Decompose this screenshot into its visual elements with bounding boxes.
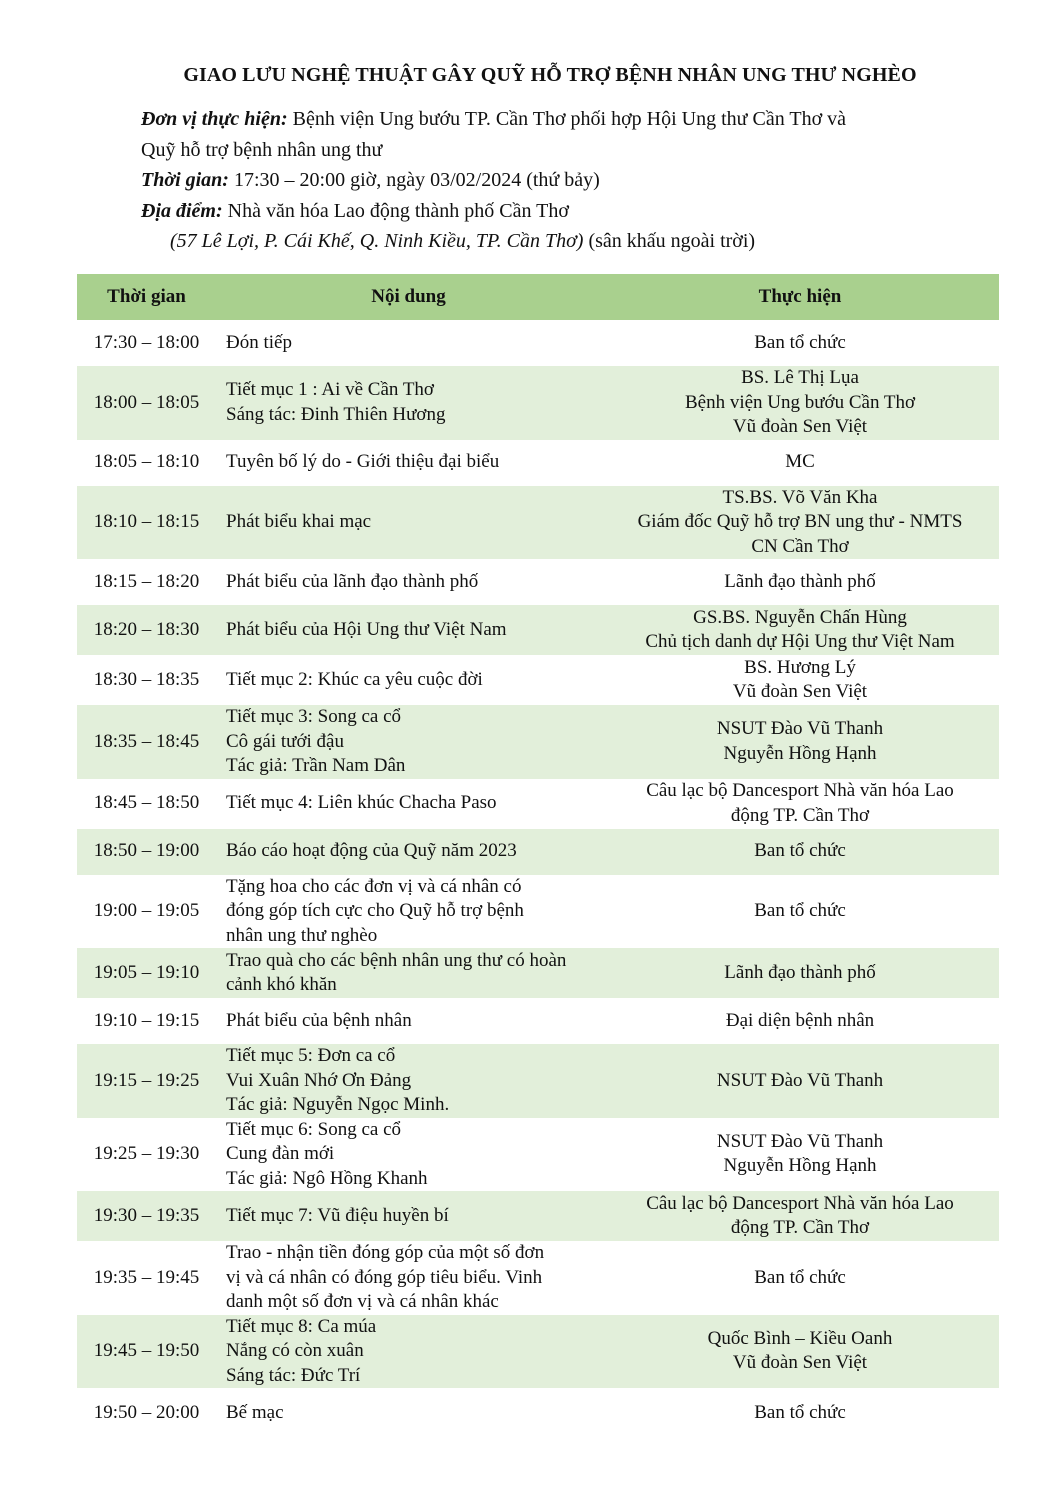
row-content [216, 440, 601, 486]
unit-label: Đơn vị thực hiện: [141, 108, 288, 130]
unit-line [141, 104, 991, 135]
place-value: Nhà văn hóa Lao động thành phố Cần Thơ [227, 199, 569, 222]
table-header-row [77, 274, 999, 320]
header-time: Thời gian [77, 274, 216, 320]
performer-line: Lãnh đạo thành phố [724, 570, 876, 592]
content-line: Cô gái tưới đậu [226, 730, 344, 752]
performer-line: Vũ đoàn Sen Việt [732, 416, 868, 437]
address: (57 Lê Lợi, P. Cái Khế, Q. Ninh Kiều, TP. Cần Thơ) [170, 230, 584, 252]
row-content [216, 1315, 601, 1389]
table-row [77, 948, 999, 998]
content-line: Tuyên bố lý do - Giới thiệu đại biểu [226, 451, 500, 473]
content-line: Sáng tác: Đinh Thiên Hương [226, 403, 446, 425]
content-line: Tác giả: Trần Nam Dân [226, 755, 406, 776]
table-row [77, 1241, 999, 1315]
content-line: Trao - nhận tiền đóng góp của một số đơn [226, 1242, 545, 1263]
row-time: 19:45 – 19:50 [77, 1315, 216, 1389]
performer-line: Ban tổ chức [754, 1266, 846, 1288]
row-time: 18:20 – 18:30 [77, 605, 216, 655]
row-performer [601, 366, 999, 440]
row-time: 19:30 – 19:35 [77, 1191, 216, 1241]
content-line: Tặng hoa cho các đơn vị và cá nhân có [226, 875, 522, 897]
row-performer [601, 875, 999, 949]
row-content [216, 875, 601, 949]
row-content [216, 829, 601, 875]
row-time: 19:50 – 20:00 [93, 1401, 200, 1423]
content-line: nhân ung thư nghèo [226, 924, 378, 946]
content-line: Tiết mục 2: Khúc ca yêu cuộc đời [226, 668, 483, 690]
content-line: Phát biểu của bệnh nhân [226, 1009, 412, 1031]
table-row [77, 1044, 999, 1118]
row-time: 18:15 – 18:20 [93, 570, 200, 592]
row-content [216, 948, 601, 998]
performer-line: Ban tổ chức [754, 900, 846, 921]
row-performer [601, 998, 999, 1044]
performer-line: MC [785, 451, 815, 473]
performer-line: Chủ tịch danh dự Hội Ung thư Việt Nam [645, 631, 955, 652]
content-line: Tiết mục 3: Song ca cổ [226, 706, 402, 727]
table-row [77, 779, 999, 829]
table-row [77, 1191, 999, 1241]
performer-line: Bệnh viện Ung bướu Cần Thơ [684, 391, 916, 413]
performer-line: Đại diện bệnh nhân [725, 1009, 875, 1031]
row-content [216, 1044, 601, 1118]
table-row [77, 559, 999, 605]
performer-line: BS. Lê Thị Lụa [741, 367, 859, 388]
page-title: GIAO LƯU NGHỆ THUẬT GÂY QUỸ HỖ TRỢ BỆNH NHÂN UNG THƯ NGHÈO [183, 64, 917, 86]
content-line: Vui Xuân Nhớ Ơn Đảng [226, 1069, 412, 1091]
row-time: 18:45 – 18:50 [93, 792, 200, 814]
row-time: 18:35 – 18:45 [77, 705, 216, 779]
content-line: Tác giả: Ngô Hồng Khanh [226, 1167, 428, 1189]
performer-line: Câu lạc bộ Dancesport Nhà văn hóa Lao [646, 780, 954, 801]
row-content [216, 486, 601, 560]
row-performer [601, 1044, 999, 1118]
table-row [77, 655, 999, 705]
content-line: Tiết mục 8: Ca múa [226, 1315, 377, 1337]
row-performer [601, 1241, 999, 1315]
content-line: Tiết mục 1 : Ai về Cần Thơ [226, 379, 434, 401]
row-performer [601, 655, 999, 705]
row-performer [601, 829, 999, 875]
performer-line: NSUT Đào Vũ Thanh [716, 1130, 884, 1152]
table-row [77, 1315, 999, 1389]
row-content [216, 1191, 601, 1241]
content-line: Phát biểu khai mạc [226, 511, 372, 532]
row-time: 18:10 – 18:15 [77, 486, 216, 560]
performer-line: TS.BS. Võ Văn Kha [722, 486, 878, 508]
content-line: Bế mạc [226, 1401, 284, 1423]
address-note: (sân khấu ngoài trời) [588, 230, 756, 252]
performer-line: Quốc Bình – Kiều Oanh [707, 1327, 893, 1349]
row-content [216, 779, 601, 829]
content-line: Tiết mục 4: Liên khúc Chacha Paso [226, 792, 497, 814]
performer-line: Ban tổ chức [754, 331, 846, 353]
content-line: Sáng tác: Đức Trí [226, 1364, 361, 1386]
table-row [77, 320, 999, 366]
performer-line: GS.BS. Nguyễn Chấn Hùng [693, 606, 907, 628]
performer-line: Ban tổ chức [754, 840, 846, 862]
row-content [216, 1118, 601, 1192]
row-performer [601, 1191, 999, 1241]
row-time: 17:30 – 18:00 [93, 331, 200, 353]
place-line [141, 196, 991, 227]
content-line: Đón tiếp [226, 331, 292, 353]
performer-line: Câu lạc bộ Dancesport Nhà văn hóa Lao [646, 1192, 954, 1214]
row-time: 18:30 – 18:35 [93, 668, 200, 690]
table-row [77, 366, 999, 440]
schedule-table [77, 274, 999, 1438]
content-line: danh một số đơn vị và cá nhân khác [226, 1291, 499, 1312]
performer-line: động TP. Cần Thơ [730, 804, 870, 826]
content-line: Phát biểu của lãnh đạo thành phố [226, 570, 479, 592]
row-time: 19:05 – 19:10 [77, 948, 216, 998]
row-time: 18:00 – 18:05 [77, 366, 216, 440]
row-content [216, 559, 601, 605]
performer-line: Nguyễn Hồng Hạnh [723, 742, 877, 764]
time-value: 17:30 – 20:00 giờ, ngày 03/02/2024 (thứ bảy) [233, 169, 600, 191]
row-performer [601, 320, 999, 366]
table-row [77, 486, 999, 560]
row-time: 19:00 – 19:05 [93, 900, 200, 921]
row-content [216, 655, 601, 705]
row-performer [601, 559, 999, 605]
row-content [216, 366, 601, 440]
content-line: Trao quà cho các bệnh nhân ung thư có hoàn [226, 949, 567, 971]
header-performer: Thực hiện [601, 274, 999, 320]
time-line [141, 165, 991, 196]
performer-line: động TP. Cần Thơ [730, 1217, 870, 1238]
content-line: vị và cá nhân có đóng góp tiêu biểu. Vinh [226, 1266, 543, 1288]
row-performer [601, 779, 999, 829]
event-info [141, 104, 991, 257]
table-row [77, 1388, 999, 1438]
performer-line: NSUT Đào Vũ Thanh [716, 718, 884, 740]
performer-line: Giám đốc Quỹ hỗ trợ BN ung thư - NMTS [637, 511, 963, 532]
table-row [77, 1118, 999, 1192]
row-performer [601, 486, 999, 560]
table-row [77, 998, 999, 1044]
row-performer [601, 440, 999, 486]
row-time: 19:25 – 19:30 [93, 1143, 200, 1164]
content-line: Tiết mục 6: Song ca cổ [226, 1118, 402, 1140]
content-line: Báo cáo hoạt động của Quỹ năm 2023 [226, 840, 517, 862]
row-content [216, 705, 601, 779]
performer-line: Vũ đoàn Sen Việt [732, 1352, 868, 1374]
performer-line: BS. Hương Lý [744, 656, 856, 678]
table-row [77, 440, 999, 486]
place-label: Địa điểm: [141, 199, 223, 222]
unit-line-2: Quỹ hỗ trợ bệnh nhân ung thư [141, 138, 383, 161]
content-line: Nắng có còn xuân [226, 1340, 364, 1361]
content-line: cảnh khó khăn [226, 974, 337, 995]
performer-line: CN Cần Thơ [751, 535, 849, 557]
table-row [77, 605, 999, 655]
row-performer [601, 705, 999, 779]
content-line: đóng góp tích cực cho Quỹ hỗ trợ bệnh [226, 900, 524, 921]
time-label: Thời gian: [141, 169, 229, 191]
performer-line: NSUT Đào Vũ Thanh [716, 1069, 884, 1091]
performer-line: Ban tổ chức [754, 1401, 846, 1423]
table-body [77, 320, 999, 1438]
content-line: Tiết mục 5: Đơn ca cổ [226, 1045, 396, 1066]
table-row [77, 875, 999, 949]
unit-value: Bệnh viện Ung bướu TP. Cần Thơ phối hợp Hội Ung thư Cần Thơ và [292, 108, 847, 130]
content-line: Tiết mục 7: Vũ điệu huyền bí [226, 1204, 449, 1226]
row-content [216, 320, 601, 366]
row-performer [601, 948, 999, 998]
row-content [216, 605, 601, 655]
row-content [216, 1241, 601, 1315]
performer-line: Vũ đoàn Sen Việt [732, 681, 868, 702]
performer-line: Lãnh đạo thành phố [724, 961, 876, 983]
row-time: 19:10 – 19:15 [93, 1009, 200, 1031]
performer-line: Nguyễn Hồng Hạnh [723, 1155, 877, 1177]
table-row [77, 829, 999, 875]
row-performer [601, 1388, 999, 1438]
row-performer [601, 1118, 999, 1192]
row-content [216, 1388, 601, 1438]
table-row [77, 705, 999, 779]
row-content [216, 998, 601, 1044]
address-line [141, 226, 991, 257]
row-time: 19:15 – 19:25 [77, 1044, 216, 1118]
row-performer [601, 605, 999, 655]
content-line: Phát biểu của Hội Ung thư Việt Nam [226, 618, 507, 640]
header-content: Nội dung [216, 274, 601, 320]
content-line: Tác giả: Nguyễn Ngọc Minh. [226, 1094, 450, 1115]
row-time: 19:35 – 19:45 [93, 1266, 200, 1288]
row-time: 18:50 – 19:00 [77, 829, 216, 875]
row-time: 18:05 – 18:10 [93, 451, 200, 473]
row-performer [601, 1315, 999, 1389]
content-line: Cung đàn mới [226, 1143, 335, 1164]
